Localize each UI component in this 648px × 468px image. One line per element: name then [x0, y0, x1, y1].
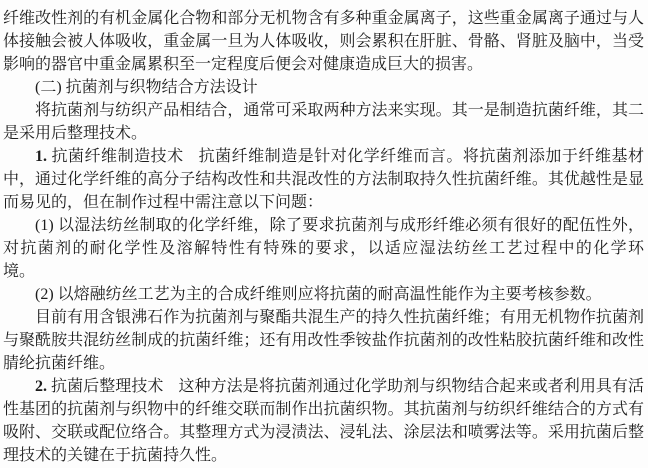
- text-line: 吸附、交联或配位络合。其整理方式为浸渍法、浸轧法、涂层法和喷雾法等。采用抗菌后整: [3, 424, 644, 441]
- text-line: 体接触会被人体吸收，重金属一旦为人体吸收，则会累积在肝脏、骨骼、肾脏及脑中，当受: [3, 33, 644, 50]
- text-line: 中，通过化学纤维的高分子结构改性和共混改性的方法制取持久性抗菌纤维。其优越性是显: [3, 171, 644, 188]
- text-line: 性基团的抗菌剂与织物中的纤维交联而制作出抗菌织物。其抗菌剂与纺织纤维结合的方式有: [3, 401, 644, 418]
- subsection-title: 抗菌纤维制造技术: [51, 148, 184, 165]
- text-line: 而易见的，但在制作过程中需注意以下问题：: [3, 194, 324, 211]
- list-item-line: (2) 以熔融纺丝工艺为主的合成纤维则应将抗菌的耐高温性能作为主要考核参数。: [35, 286, 602, 303]
- text-line: 腈纶抗菌纤维。: [3, 355, 116, 372]
- text-run: 抗菌纤维制造是针对化学纤维而言。将抗菌剂添加于纤维基材: [198, 148, 644, 165]
- text-line: 境。: [3, 263, 36, 280]
- subsection-heading-line: [3, 145, 644, 168]
- subsection-title: 抗菌后整理技术: [51, 378, 164, 395]
- subsection-number: 2.: [35, 378, 47, 395]
- text-line: 是采用后整理技术。: [3, 125, 148, 142]
- subsection-number: 1.: [35, 148, 47, 165]
- list-item-line: (1) 以湿法纺丝制取的化学纤维，除了要求抗菌剂与成形纤维必须有很好的配伍性外，: [35, 217, 644, 234]
- text-line: 纤维改性剂的有机金属化合物和部分无机物含有多种重金属离子，这些重金属离子通过与人: [3, 10, 644, 27]
- text-run: 这种方法是将抗菌剂通过化学助剂与织物结合起来或者利用具有活: [178, 378, 644, 395]
- section-heading: (二) 抗菌剂与织物结合方法设计: [35, 79, 258, 96]
- text-line: 将抗菌剂与纺织产品相结合，通常可采取两种方法来实现。其一是制造抗菌纤维，其二: [35, 102, 644, 119]
- subsection-heading-line: [3, 375, 644, 398]
- text-line: 影响的器官中重金属累积至一定程度后便会对健康造成巨大的损害。: [3, 56, 484, 73]
- text-line: 与聚酰胺共混纺丝制成的抗菌纤维；还有用改性季铵盐作抗菌剂的改性粘胶抗菌纤维和改性: [3, 332, 644, 349]
- text-line: 对抗菌剂的耐化学性及溶解特性有特殊的要求，以适应湿法纺丝工艺过程中的化学环: [3, 240, 644, 257]
- text-line: 目前有用含银沸石作为抗菌剂与聚酯共混生产的持久性抗菌纤维；有用无机物作抗菌剂: [35, 309, 644, 326]
- text-line: 理技术的关键在于抗菌持久性。: [3, 447, 228, 464]
